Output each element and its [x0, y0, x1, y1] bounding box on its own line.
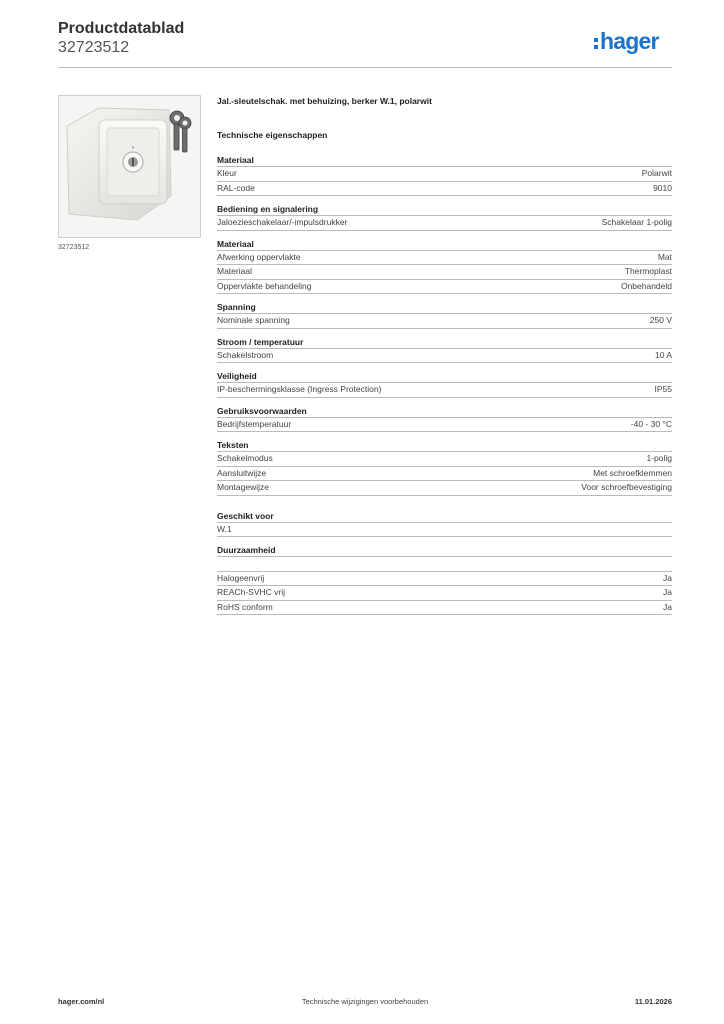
spec-row: [217, 265, 672, 280]
spec-value: Polarwit: [641, 168, 672, 178]
section-title: Bediening en signalering: [217, 203, 672, 216]
spec-section: [217, 510, 672, 538]
section-title: Stroom / temperatuur: [217, 336, 672, 349]
spec-label: Schakelmodus: [217, 453, 273, 463]
section-title: Spanning: [217, 301, 672, 314]
spec-label: RoHS conform: [217, 601, 273, 612]
spec-row: [217, 314, 672, 329]
spec-label: Schakelstroom: [217, 349, 274, 360]
spec-label: REACh-SVHC vrij: [217, 587, 286, 597]
spec-row: [217, 280, 672, 295]
spec-row: [217, 601, 672, 616]
spec-value: 9010: [653, 182, 672, 193]
header-divider: [58, 67, 672, 68]
spec-value: 250 V: [649, 315, 672, 325]
spec-value: Met schroefklemmen: [593, 467, 672, 478]
product-image: [58, 95, 201, 238]
section-title: Duurzaamheid: [217, 544, 672, 557]
spec-value: Thermoplast: [624, 266, 672, 276]
section-title: Gebruiksvoorwaarden: [217, 405, 672, 418]
spec-row: [217, 557, 672, 572]
spec-row: [217, 349, 672, 364]
section-title: Materiaal: [217, 154, 672, 167]
spec-value: Onbehandeld: [620, 280, 672, 291]
footer-disclaimer: Technische wijzigingen voorbehouden: [301, 997, 429, 1006]
spec-value: Mat: [657, 251, 672, 262]
spec-row: [217, 167, 672, 182]
spec-row: [217, 572, 672, 587]
document-title: Productdatablad: [58, 20, 185, 37]
spec-label: [217, 557, 672, 571]
spec-section: [217, 544, 672, 615]
spec-value: Ja: [663, 572, 672, 583]
technical-properties-heading: Technische eigenschappen: [217, 130, 328, 140]
spec-label: RAL-code: [217, 182, 255, 193]
spec-row: [217, 523, 672, 538]
spec-label: Materiaal: [217, 266, 252, 276]
spec-row: [217, 452, 672, 467]
spec-value: Voor schroefbevestiging: [581, 482, 672, 492]
spec-value: Ja: [663, 601, 672, 612]
product-content: [217, 96, 672, 622]
spec-section: [217, 405, 672, 433]
spec-label: Montagewijze: [217, 482, 269, 492]
spec-label: Jaloezieschakelaar/-impulsdrukker: [217, 217, 348, 227]
spec-value: IP55: [654, 384, 672, 394]
product-name: Jal.-sleutelschak. met behuizing, berker W.1, polarwit: [217, 96, 432, 106]
spec-row: [217, 418, 672, 433]
spec-section: [217, 336, 672, 364]
spec-value: Schakelaar 1-polig: [601, 217, 672, 227]
spec-label: Oppervlakte behandeling: [217, 280, 312, 291]
spec-row: [217, 586, 672, 601]
spec-sections: [217, 154, 672, 615]
spec-row: [217, 467, 672, 482]
logo-text: hager: [600, 28, 659, 54]
spec-row: [217, 383, 672, 398]
spec-section: [217, 370, 672, 398]
spec-label: Bedrijfstemperatuur: [217, 418, 292, 429]
footer-date: 11.01.2026: [634, 997, 672, 1006]
spec-section: [217, 301, 672, 329]
spec-row: [217, 182, 672, 197]
spec-label: W.1: [217, 523, 232, 534]
spec-label: Afwerking oppervlakte: [217, 251, 301, 262]
spec-row: [217, 216, 672, 231]
spec-value: -40 - 30 °C: [630, 418, 672, 429]
spec-section: [217, 238, 672, 295]
spec-value: 1-polig: [646, 453, 672, 463]
logo-colon-icon: [594, 38, 598, 52]
section-title: Materiaal: [217, 238, 672, 251]
image-caption: 32723512: [58, 244, 90, 251]
spec-value: Ja: [663, 587, 672, 597]
section-title: Teksten: [217, 439, 672, 452]
spec-label: Halogeenvrij: [217, 572, 265, 583]
spec-label: Nominale spanning: [217, 315, 290, 325]
section-title: Veiligheid: [217, 370, 672, 383]
spec-label: IP-beschermingsklasse (Ingress Protection): [217, 384, 382, 394]
spec-section: [217, 439, 672, 496]
spec-row: [217, 481, 672, 496]
key-switch-product-photo-icon: [59, 96, 200, 237]
hager-logo: [594, 30, 659, 53]
spec-row: [217, 251, 672, 266]
spec-label: Kleur: [217, 168, 237, 178]
section-title: Geschikt voor: [217, 510, 672, 523]
spec-section: [217, 154, 672, 196]
spec-section: [217, 203, 672, 231]
document-number: 32723512: [58, 39, 130, 56]
page-footer: [58, 997, 672, 1011]
spec-label: Aansluitwijze: [217, 467, 267, 478]
footer-website-link[interactable]: hager.com/nl: [58, 997, 105, 1006]
spec-value: 10 A: [654, 349, 672, 360]
